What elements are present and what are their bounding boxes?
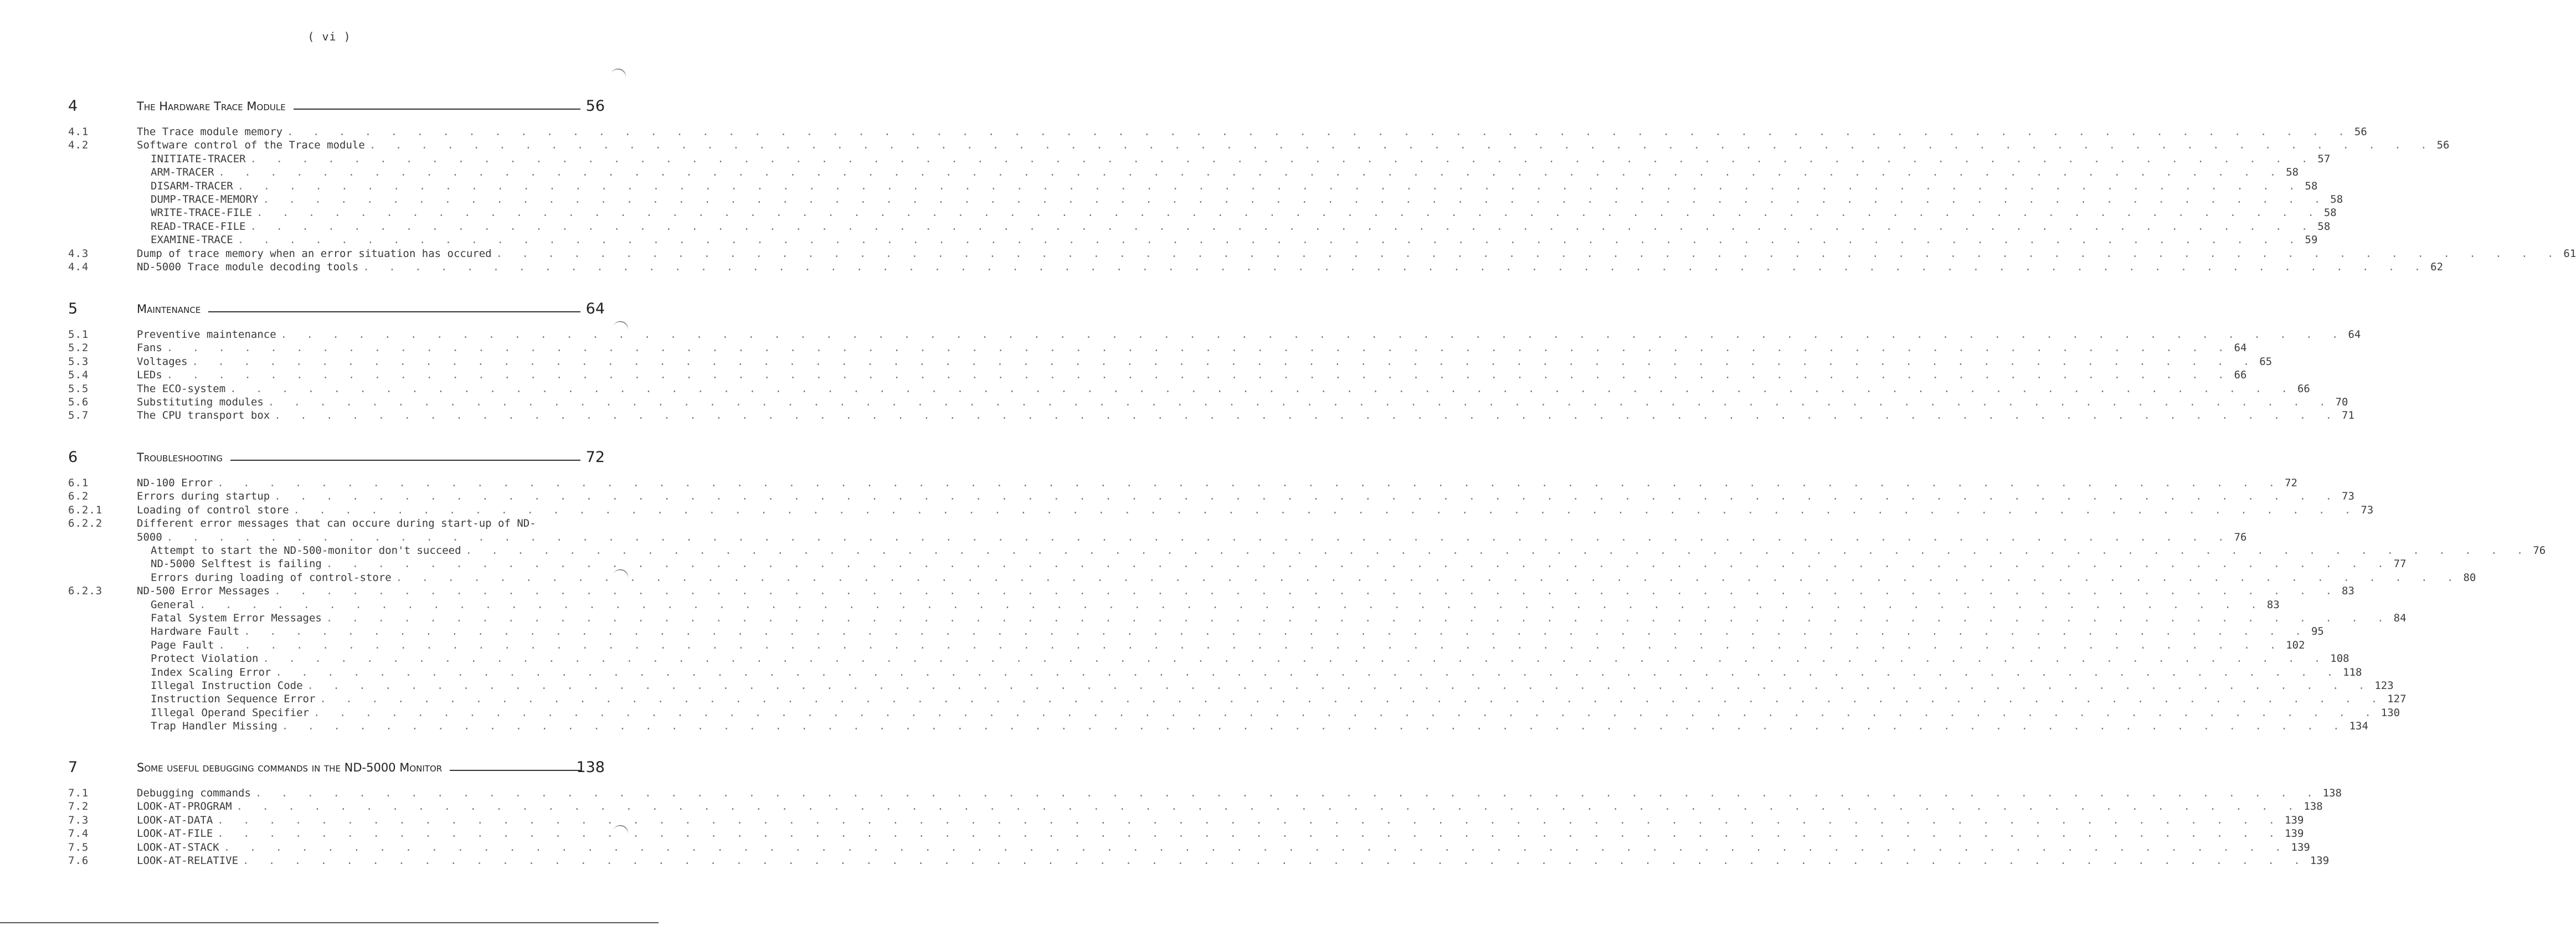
- dot-leader: . . . . . . . . . . . . . . . . . . . . . . . . . . . . . . . . . . . . . . . . . . . . . . . . . . . . . . . . . . . . . . . . . . . . . . . . . . . . . . . .: [166, 531, 2231, 543]
- section-page-number: 66: [2234, 369, 2247, 382]
- section-number: 7.4: [68, 827, 89, 840]
- section-page-number: 83: [2266, 598, 2280, 611]
- section-title: Errors during loading of control-store: [151, 571, 396, 584]
- toc-entry: [0, 800, 2323, 813]
- toc-entry: [0, 341, 2247, 354]
- chapter-heading: [0, 97, 659, 120]
- dot-leader: . . . . . . . . . . . . . . . . . . . . . . . . . . . . . . . . . . . . . . . . . . . . . . . . . . . . . . . . . . . . . . . . . . . . . . . . . . . . . . . .: [263, 652, 2327, 665]
- section-page-number: 61: [2563, 247, 2576, 260]
- section-page-number: 139: [2285, 814, 2304, 826]
- section-title: Voltages: [137, 355, 192, 368]
- section-title: Illegal Operand Specifier: [151, 706, 313, 719]
- section-page-number: 130: [2380, 706, 2400, 719]
- toc-entry: [0, 584, 2354, 598]
- dot-leader: . . . . . . . . . . . . . . . . . . . . . . . . . . . . . . . . . . . . . . . . . . . . . . . . . . . . . . . . . . . . . . . . . . . . . . . . . . . . . . . .: [263, 193, 2327, 205]
- dot-leader: . . . . . . . . . . . . . . . . . . . . . . . . . . . . . . . . . . . . . . . . . . . . . . . . . . . . . . . . . . . . . . . . . . . . . . . . . . . . . . . .: [236, 800, 2301, 813]
- dot-leader: . . . . . . . . . . . . . . . . . . . . . . . . . . . . . . . . . . . . . . . . . . . . . . . . . . . . . . . . . . . . . . . . . . . . . . . . . . . . . . . .: [307, 680, 2372, 692]
- section-number: 4.3: [68, 247, 89, 260]
- toc-entry: [0, 827, 2304, 840]
- section-title: Fans: [137, 341, 167, 354]
- section-title: Different error messages that can occure during start-up of ND-: [137, 517, 541, 530]
- section-title: ND-500 Error Messages: [137, 584, 274, 598]
- dot-leader: . . . . . . . . . . . . . . . . . . . . . . . . . . . . . . . . . . . . . . . . . . . . . . . . . . . . . . . . . . . . . . . . . . . . . . . . . . . . . . . .: [326, 612, 2390, 624]
- section-title: Substituting modules: [137, 395, 268, 409]
- dot-leader: . . . . . . . . . . . . . . . . . . . . . . . . . . . . . . . . . . . . . . . . . . . . . . . . . . . . . . . . . . . . . . . . . . . . . . . . . . . . . . . .: [243, 855, 2307, 867]
- dot-leader: . . . . . . . . . . . . . . . . . . . . . . . . . . . . . . . . . . . . . . . . . . . . . . . . . . . . . . . . . . . . . . . . . . . . . . . . . . . . . . . .: [244, 625, 2308, 638]
- section-page-number: 95: [2311, 625, 2324, 638]
- dot-leader: . . . . . . . . . . . . . . . . . . . . . . . . . . . . . . . . . . . . . . . . . . . . . . . . . . . . . . . . . . . . . . . . . . . . . . . . . . . . . . . .: [275, 666, 2340, 678]
- section-page-number: 62: [2430, 261, 2444, 273]
- dot-leader: . . . . . . . . . . . . . . . . . . . . . . . . . . . . . . . . . . . . . . . . . . . . . . . . . . . . . . . . . . . . . . . . . . . . . . . . . . . . . . . .: [274, 490, 2339, 503]
- section-page-number: 64: [2234, 342, 2247, 354]
- section-page-number: 71: [2342, 409, 2354, 422]
- toc-entry: [0, 692, 2407, 706]
- dot-leader: . . . . . . . . . . . . . . . . . . . . . . . . . . . . . . . . . . . . . . . . . . . . . . . . . . . . . . . . . . . . . . . . . . . . . . . . . . . . . . . .: [237, 179, 2302, 192]
- chapter-page-number: 64: [585, 300, 605, 317]
- toc-entry: [0, 247, 2576, 260]
- section-title: Software control of the Trace module: [137, 138, 369, 152]
- toc-entry: [0, 517, 659, 530]
- chapter-title: Maintenance: [137, 302, 208, 316]
- section-title: Page Fault: [151, 639, 218, 652]
- section-title: DISARM-TRACER: [151, 179, 238, 193]
- section-page-number: 73: [2342, 490, 2354, 503]
- dot-leader: . . . . . . . . . . . . . . . . . . . . . . . . . . . . . . . . . . . . . . . . . . . . . . . . . . . . . . . . . . . . . . . . . . . . . . . . . . . . . . . .: [218, 166, 2283, 179]
- section-number: 4.4: [68, 261, 89, 273]
- toc-entry: [0, 152, 2331, 166]
- dot-leader: . . . . . . . . . . . . . . . . . . . . . . . . . . . . . . . . . . . . . . . . . . . . . . . . . . . . . . . . . . . . . . . . . . . . . . . . . . . . . . . .: [250, 220, 2315, 233]
- chapter-title: Some useful debugging commands in the ND-5000 Monitor: [137, 761, 450, 774]
- section-number: 6.2.2: [68, 517, 103, 530]
- chapter-heading: [0, 759, 659, 781]
- toc-entry: [0, 233, 2318, 246]
- section-page-number: 108: [2330, 652, 2349, 665]
- dot-leader: . . . . . . . . . . . . . . . . . . . . . . . . . . . . . . . . . . . . . . . . . . . . . . . . . . . . . . . . . . . . . . . . . . . . . . . . . . . . . . . .: [496, 247, 2560, 260]
- section-number: 7.5: [68, 841, 89, 853]
- toc-entry: [0, 490, 2354, 503]
- toc-entry: [0, 179, 2318, 193]
- section-title: LOOK-AT-DATA: [137, 814, 217, 827]
- section-title: 5000: [137, 531, 167, 544]
- section-number: 5.6: [68, 396, 89, 408]
- dot-leader: . . . . . . . . . . . . . . . . . . . . . . . . . . . . . . . . . . . . . . . . . . . . . . . . . . . . . . . . . . . . . . . . . . . . . . . . . . . . . . . .: [255, 787, 2320, 799]
- dot-leader: . . . . . . . . . . . . . . . . . . . . . . . . . . . . . . . . . . . . . . . . . . . . . . . . . . . . . . . . . . . . . . . . . . . . . . . . . . . . . . . .: [166, 369, 2231, 382]
- section-number: 6.2.1: [68, 503, 103, 516]
- dot-leader: . . . . . . . . . . . . . . . . . . . . . . . . . . . . . . . . . . . . . . . . . . . . . . . . . . . . . . . . . . . . . . . . . . . . . . . . . . . . . . . .: [237, 234, 2302, 246]
- chapter-title: Troubleshooting: [137, 451, 230, 464]
- section-page-number: 72: [2285, 477, 2297, 489]
- section-page-number: 73: [2361, 503, 2374, 516]
- section-title: ND-100 Error: [137, 476, 217, 490]
- section-page-number: 57: [2317, 152, 2331, 165]
- toc-entry: [0, 138, 2450, 152]
- dot-leader: . . . . . . . . . . . . . . . . . . . . . . . . . . . . . . . . . . . . . . . . . . . . . . . . . . . . . . . . . . . . . . . . . . . . . . . . . . . . . . . .: [326, 558, 2390, 570]
- toc-entry: [0, 719, 2368, 733]
- section-title: Loading of control store: [137, 503, 294, 517]
- section-title: INITIATE-TRACER: [151, 152, 250, 166]
- dot-leader: . . . . . . . . . . . . . . . . . . . . . . . . . . . . . . . . . . . . . . . . . . . . . . . . . . . . . . . . . . . . . . . . . . . . . . . . . . . . . . . .: [192, 355, 2256, 368]
- toc-entry: [0, 652, 2349, 665]
- section-page-number: 102: [2286, 639, 2305, 651]
- dot-leader: . . . . . . . . . . . . . . . . . . . . . . . . . . . . . . . . . . . . . . . . . . . . . . . . . . . . . . . . . . . . . . . . . . . . . . . . . . . . . . . .: [369, 139, 2434, 152]
- section-page-number: 58: [2317, 220, 2331, 233]
- section-number: 5.2: [68, 342, 89, 354]
- dot-leader: . . . . . . . . . . . . . . . . . . . . . . . . . . . . . . . . . . . . . . . . . . . . . . . . . . . . . . . . . . . . . . . . . . . . . . . . . . . . . . . .: [223, 841, 2288, 853]
- section-page-number: 58: [2305, 179, 2318, 192]
- chapter-number: 4: [68, 97, 78, 115]
- toc-entry: [0, 193, 2343, 206]
- section-number: 7.2: [68, 800, 89, 813]
- section-number: 7.1: [68, 787, 89, 799]
- dot-leader: . . . . . . . . . . . . . . . . . . . . . . . . . . . . . . . . . . . . . . . . . . . . . . . . . . . . . . . . . . . . . . . . . . . . . . . . . . . . . . . .: [217, 814, 2282, 826]
- toc-entry: [0, 706, 2400, 719]
- section-number: 7.6: [68, 855, 89, 867]
- chapter-number: 7: [68, 759, 78, 776]
- section-number: 5.1: [68, 328, 89, 341]
- toc-entry: [0, 206, 2337, 219]
- dot-leader: . . . . . . . . . . . . . . . . . . . . . . . . . . . . . . . . . . . . . . . . . . . . . . . . . . . . . . . . . . . . . . . . . . . . . . . . . . . . . . . .: [293, 503, 2358, 516]
- section-title: Preventive maintenance: [137, 328, 281, 341]
- section-title: READ-TRACE-FILE: [151, 220, 250, 233]
- section-title: General: [151, 598, 199, 611]
- section-title: WRITE-TRACE-FILE: [151, 206, 256, 219]
- page-bottom-rule: [0, 922, 659, 923]
- section-page-number: 76: [2234, 531, 2247, 543]
- toc-entry: [0, 544, 2546, 557]
- section-page-number: 64: [2348, 328, 2361, 341]
- toc-entry: [0, 531, 2247, 544]
- section-number: 5.4: [68, 369, 89, 382]
- section-page-number: 118: [2343, 666, 2362, 678]
- section-number: 5.5: [68, 382, 89, 395]
- dot-leader: . . . . . . . . . . . . . . . . . . . . . . . . . . . . . . . . . . . . . . . . . . . . . . . . . . . . . . . . . . . . . . . . . . . . . . . . . . . . . . . .: [268, 396, 2332, 408]
- dot-leader: . . . . . . . . . . . . . . . . . . . . . . . . . . . . . . . . . . . . . . . . . . . . . . . . . . . . . . . . . . . . . . . . . . . . . . . . . . . . . . . .: [217, 827, 2282, 840]
- dot-leader: . . . . . . . . . . . . . . . . . . . . . . . . . . . . . . . . . . . . . . . . . . . . . . . . . . . . . . . . . . . . . . . . . . . . . . . . . . . . . . . .: [281, 720, 2346, 733]
- section-page-number: 76: [2533, 544, 2546, 557]
- section-page-number: 134: [2349, 720, 2368, 733]
- toc-entry: [0, 854, 2330, 867]
- dot-leader: . . . . . . . . . . . . . . . . . . . . . . . . . . . . . . . . . . . . . . . . . . . . . . . . . . . . . . . . . . . . . . . . . . . . . . . . . . . . . . . .: [320, 693, 2384, 706]
- chapter-page-number: 72: [585, 449, 605, 466]
- section-title: LOOK-AT-STACK: [137, 841, 224, 854]
- toc-entry: [0, 409, 2354, 422]
- section-title: EXAMINE-TRACE: [151, 233, 238, 246]
- section-title: ND-5000 Trace module decoding tools: [137, 260, 363, 274]
- section-title: Errors during startup: [137, 490, 274, 503]
- section-title: Dump of trace memory when an error situation has occured: [137, 247, 496, 260]
- chapter-heading: [0, 300, 659, 322]
- page-number: ( vi ): [307, 30, 351, 43]
- dot-leader: . . . . . . . . . . . . . . . . . . . . . . . . . . . . . . . . . . . . . . . . . . . . . . . . . . . . . . . . . . . . . . . . . . . . . . . . . . . . . . . .: [250, 152, 2315, 165]
- dot-leader: . . . . . . . . . . . . . . . . . . . . . . . . . . . . . . . . . . . . . . . . . . . . . . . . . . . . . . . . . . . . . . . . . . . . . . . . . . . . . . . .: [395, 571, 2460, 584]
- toc-entry: [0, 666, 2362, 679]
- chapter-title: The Hardware Trace Module: [137, 100, 294, 113]
- toc-entry: [0, 571, 2476, 584]
- toc-entry: [0, 328, 2361, 341]
- section-number: 4.1: [68, 126, 89, 138]
- toc-entry: [0, 368, 2247, 382]
- section-page-number: 84: [2393, 612, 2407, 624]
- section-page-number: 58: [2330, 193, 2343, 205]
- section-title: Attempt to start the ND-500-monitor don't succeed: [151, 544, 466, 557]
- section-title: Hardware Fault: [151, 625, 244, 638]
- chapter-page-number: 56: [585, 97, 605, 115]
- dot-leader: . . . . . . . . . . . . . . . . . . . . . . . . . . . . . . . . . . . . . . . . . . . . . . . . . . . . . . . . . . . . . . . . . . . . . . . . . . . . . . . .: [363, 261, 2428, 273]
- section-title: ARM-TRACER: [151, 166, 218, 179]
- dot-leader: . . . . . . . . . . . . . . . . . . . . . . . . . . . . . . . . . . . . . . . . . . . . . . . . . . . . . . . . . . . . . . . . . . . . . . . . . . . . . . . .: [313, 706, 2378, 719]
- section-page-number: 66: [2297, 382, 2310, 395]
- toc-entry: [0, 220, 2331, 233]
- section-title: Protect Violation: [151, 652, 263, 665]
- toc-entry: [0, 125, 2367, 138]
- section-page-number: 138: [2304, 800, 2323, 813]
- section-title: Fatal System Error Messages: [151, 611, 326, 625]
- section-number: 6.1: [68, 477, 89, 489]
- section-title: The Trace module memory: [137, 125, 287, 138]
- toc-entry: [0, 639, 2305, 652]
- section-number: 4.2: [68, 139, 89, 152]
- dot-leader: . . . . . . . . . . . . . . . . . . . . . . . . . . . . . . . . . . . . . . . . . . . . . . . . . . . . . . . . . . . . . . . . . . . . . . . . . . . . . . . .: [274, 585, 2339, 598]
- dot-leader: . . . . . . . . . . . . . . . . . . . . . . . . . . . . . . . . . . . . . . . . . . . . . . . . . . . . . . . . . . . . . . . . . . . . . . . . . . . . . . . .: [465, 544, 2530, 557]
- toc-entry: [0, 625, 2324, 638]
- section-title: LOOK-AT-PROGRAM: [137, 800, 236, 813]
- section-page-number: 80: [2463, 571, 2476, 584]
- dot-leader: . . . . . . . . . . . . . . . . . . . . . . . . . . . . . . . . . . . . . . . . . . . . . . . . . . . . . . . . . . . . . . . . . . . . . . . . . . . . . . . .: [274, 409, 2339, 422]
- section-number: 6.2.3: [68, 585, 103, 598]
- toc-entry: [0, 679, 2394, 692]
- section-page-number: 139: [2310, 855, 2330, 867]
- toc-entry: [0, 395, 2348, 409]
- toc-entry: [0, 598, 2280, 611]
- section-title: LOOK-AT-FILE: [137, 827, 217, 840]
- toc-entry: [0, 476, 2297, 490]
- section-title: ND-5000 Selftest is failing: [151, 557, 326, 570]
- section-title: LOOK-AT-RELATIVE: [137, 854, 243, 867]
- toc-entry: [0, 841, 2310, 854]
- section-page-number: 59: [2305, 234, 2318, 246]
- section-number: 5.3: [68, 355, 89, 368]
- section-page-number: 58: [2323, 207, 2337, 219]
- section-title: DUMP-TRACE-MEMORY: [151, 193, 263, 206]
- dot-leader: . . . . . . . . . . . . . . . . . . . . . . . . . . . . . . . . . . . . . . . . . . . . . . . . . . . . . . . . . . . . . . . . . . . . . . . . . . . . . . . .: [230, 382, 2294, 395]
- section-page-number: 56: [2354, 126, 2367, 138]
- toc-entry: [0, 786, 2342, 800]
- dot-leader: . . . . . . . . . . . . . . . . . . . . . . . . . . . . . . . . . . . . . . . . . . . . . . . . . . . . . . . . . . . . . . . . . . . . . . . . . . . . . . . .: [287, 126, 2351, 138]
- chapter-number: 5: [68, 300, 78, 317]
- dot-leader: . . . . . . . . . . . . . . . . . . . . . . . . . . . . . . . . . . . . . . . . . . . . . . . . . . . . . . . . . . . . . . . . . . . . . . . . . . . . . . . .: [217, 477, 2282, 489]
- section-page-number: 58: [2286, 166, 2299, 179]
- section-page-number: 139: [2285, 827, 2304, 840]
- section-page-number: 65: [2259, 355, 2272, 368]
- section-title: Instruction Sequence Error: [151, 692, 320, 706]
- toc-entry: [0, 166, 2299, 179]
- section-title: Trap Handler Missing: [151, 719, 282, 733]
- section-page-number: 77: [2393, 558, 2407, 570]
- chapter-page-number: 138: [576, 759, 605, 776]
- section-title: Debugging commands: [137, 786, 255, 800]
- toc-entry: [0, 503, 2374, 517]
- section-title: Illegal Instruction Code: [151, 679, 307, 692]
- toc-entry: [0, 355, 2272, 368]
- section-number: 5.7: [68, 409, 89, 422]
- scan-mark: [610, 66, 628, 80]
- chapter-number: 6: [68, 449, 78, 466]
- dot-leader: . . . . . . . . . . . . . . . . . . . . . . . . . . . . . . . . . . . . . . . . . . . . . . . . . . . . . . . . . . . . . . . . . . . . . . . . . . . . . . . .: [166, 342, 2231, 354]
- section-title: Index Scaling Error: [151, 666, 275, 679]
- toc-entry: [0, 814, 2304, 827]
- dot-leader: . . . . . . . . . . . . . . . . . . . . . . . . . . . . . . . . . . . . . . . . . . . . . . . . . . . . . . . . . . . . . . . . . . . . . . . . . . . . . . . .: [199, 598, 2264, 611]
- section-page-number: 70: [2335, 396, 2348, 408]
- dot-leader: . . . . . . . . . . . . . . . . . . . . . . . . . . . . . . . . . . . . . . . . . . . . . . . . . . . . . . . . . . . . . . . . . . . . . . . . . . . . . . . .: [280, 328, 2345, 341]
- toc-entry: [0, 382, 2310, 395]
- dot-leader: . . . . . . . . . . . . . . . . . . . . . . . . . . . . . . . . . . . . . . . . . . . . . . . . . . . . . . . . . . . . . . . . . . . . . . . . . . . . . . . .: [218, 639, 2283, 651]
- section-number: 6.2: [68, 490, 89, 503]
- section-page-number: 138: [2322, 787, 2342, 799]
- section-number: 7.3: [68, 814, 89, 826]
- section-page-number: 123: [2374, 680, 2394, 692]
- toc-entry: [0, 260, 2444, 274]
- section-title: The CPU transport box: [137, 409, 274, 422]
- section-page-number: 56: [2436, 139, 2450, 152]
- dot-leader: . . . . . . . . . . . . . . . . . . . . . . . . . . . . . . . . . . . . . . . . . . . . . . . . . . . . . . . . . . . . . . . . . . . . . . . . . . . . . . . .: [256, 207, 2321, 219]
- section-page-number: 83: [2342, 585, 2354, 598]
- section-page-number: 139: [2291, 841, 2310, 853]
- chapter-heading: [0, 449, 659, 471]
- section-title: LEDs: [137, 368, 167, 382]
- section-page-number: 127: [2387, 693, 2407, 706]
- toc-entry: [0, 611, 2407, 625]
- toc-entry: [0, 557, 2407, 570]
- section-title: The ECO-system: [137, 382, 230, 395]
